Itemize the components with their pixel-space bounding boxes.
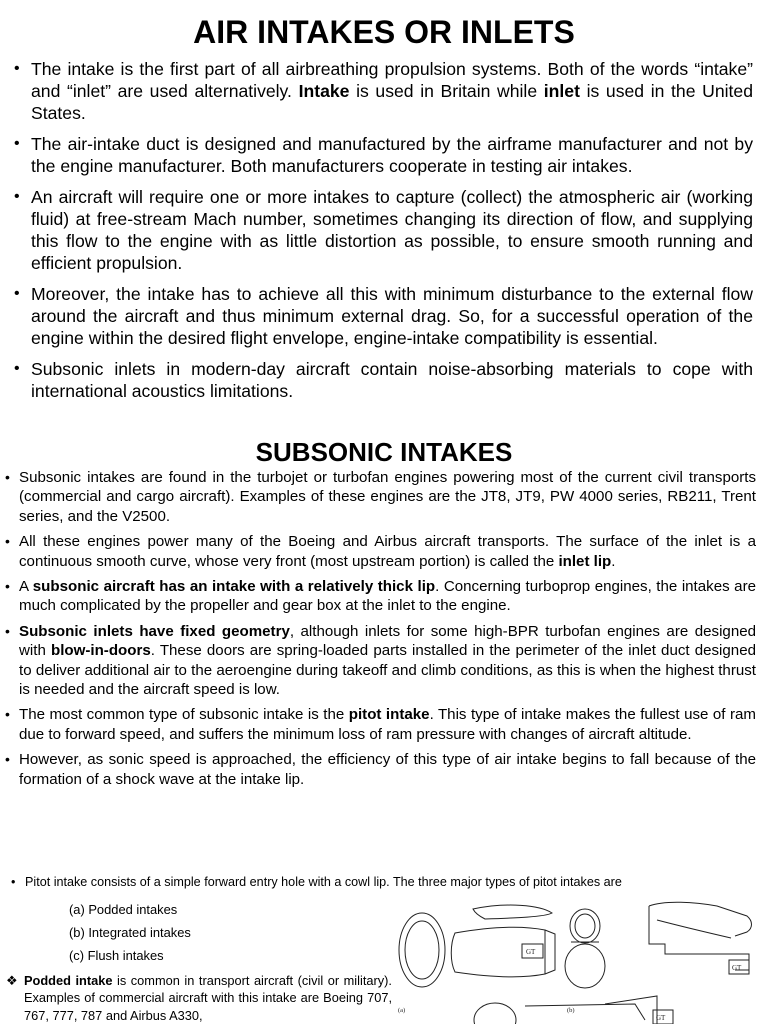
bullet-icon: • — [5, 622, 10, 639]
emphasis-text: Subsonic inlets have fixed geometry — [19, 622, 290, 640]
bullet-icon: • — [14, 285, 20, 302]
body-text: is common in transport aircraft (civil or military). Examples of commercial aircraft with this intake are Boeing 707, 767, 777, 787 and Airbus A330, — [24, 973, 392, 1023]
body-text: Moreover, the intake has to achieve all this with minimum disturbance to the external flow around the aircraft and thus minimum external drag. So, for a successful operation of the engine within the desired flight envelope, engine-intake compatibility is essential. — [31, 284, 753, 348]
list-item: (b) Integrated intakes — [69, 925, 191, 940]
emphasis-text: inlet lip — [558, 552, 612, 570]
list-item — [14, 133, 753, 177]
list-item — [5, 622, 757, 700]
list-item — [5, 577, 756, 616]
bullet-icon: • — [14, 188, 20, 205]
page-title: AIR INTAKES OR INLETS — [193, 14, 575, 50]
body-text: The intake is the first part of all airbreathing propulsion systems. Both of the words “intake” and “inlet” are used alternatively. — [31, 59, 753, 101]
body-text: . This type of intake makes the fullest use of ram due to forward speed, and suffers the minimum loss of ram pressure with changes of aircraft altitude. — [19, 706, 756, 743]
body-text: The air-intake duct is designed and manufactured by the airframe manufacturer and not by the engine manufacturer. Both manufacturers cooperate in testing air intakes. — [31, 134, 753, 176]
body-text: However, as sonic speed is approached, the efficiency of this type of air intake begins to fall because of the formation of a shock wave at the intake lip. — [19, 751, 756, 788]
pitot-intake-diagram — [395, 896, 760, 1024]
diamond-bullet-icon: ❖ — [6, 973, 18, 988]
podded-intake-figure — [398, 905, 555, 1014]
list-item — [5, 750, 756, 789]
podded-text — [24, 973, 392, 1023]
body-text: A — [19, 578, 33, 596]
intake-types-list — [69, 898, 191, 967]
bullet-icon: • — [5, 469, 10, 485]
figure-label-a: (a) — [398, 1007, 406, 1014]
body-text: . Concerning turboprop engines, the intakes are much complicated by the propeller and gear box at the inlet to the engine. — [19, 578, 756, 615]
engine-label: GT — [656, 1014, 666, 1022]
integrated-intake-figure — [565, 902, 752, 1014]
body-text: Subsonic inlets in modern-day aircraft contain noise-absorbing materials to cope with international acoustics limitations. — [31, 359, 753, 401]
list-item: (a) Podded intakes — [69, 902, 178, 917]
emphasis-text: inlet — [543, 81, 580, 101]
engine-label: GT — [732, 964, 742, 972]
list-item: (c) Flush intakes — [69, 948, 164, 963]
emphasis-text: Podded intake — [24, 973, 113, 988]
body-text: is used in the United States. — [31, 81, 753, 123]
bullet-icon: • — [5, 533, 10, 550]
slide-air-intakes — [0, 0, 768, 434]
list-item — [5, 532, 756, 571]
list-item — [5, 705, 756, 744]
podded-intake-paragraph — [6, 972, 392, 1024]
list-item — [14, 58, 753, 124]
engine-label: GT — [526, 948, 536, 956]
emphasis-text: Intake — [298, 81, 350, 101]
list-item — [14, 283, 753, 349]
bullet-icon: • — [14, 60, 20, 77]
body-text: , although inlets for some high-BPR turbofan engines are designed with — [19, 622, 757, 660]
emphasis-text: pitot intake — [348, 706, 430, 724]
bullet-list — [0, 468, 768, 789]
bullet-icon: • — [14, 360, 20, 377]
intro-paragraph — [11, 874, 622, 890]
list-item — [14, 186, 753, 274]
figure-label-b: (b) — [567, 1007, 575, 1014]
list-item — [5, 468, 756, 526]
body-text: . — [611, 552, 616, 570]
body-text: . These doors are spring-loaded parts installed in the perimeter of the inlet duct designed to deliver additional air to the aeroengine during takeoff and climb conditions, as this is when the highest thrust is needed and the aircraft speed is low. — [19, 642, 756, 699]
bullet-icon: • — [14, 135, 20, 152]
bullet-icon: • — [11, 875, 16, 889]
bullet-icon: • — [5, 706, 10, 723]
bullet-icon: • — [5, 751, 10, 768]
body-text: The most common type of subsonic intake is the — [19, 706, 349, 724]
slide-subsonic-intakes — [0, 434, 768, 868]
body-text: Subsonic intakes are found in the turbojet or turbofan engines powering most of the current civil transports (commercial and cargo aircraft). Examples of these engines are the JT8, JT9, PW 4000 series, RB211, Trent series, and the V2500. — [19, 469, 756, 525]
body-text: An aircraft will require one or more intakes to capture (collect) the atmospheric air (working fluid) at free-stream Mach number, sometimes changing its direction of flow, and supplying this flow to the engine with as little distortion as possible, to ensure smooth running and efficient propulsion. — [31, 187, 753, 273]
slide-pitot-intakes — [0, 868, 768, 1024]
list-item — [14, 358, 753, 402]
emphasis-text: blow-in-doors — [50, 642, 151, 660]
body-text: All these engines power many of the Boeing and Airbus aircraft transports. The surface of the inlet is a continuous smooth curve, whose very front (most upstream portion) is called the — [19, 533, 756, 570]
section-title: SUBSONIC INTAKES — [255, 437, 513, 467]
intro-text: Pitot intake consists of a simple forward entry hole with a cowl lip. The three major types of pitot intakes are — [25, 875, 622, 889]
emphasis-text: subsonic aircraft has an intake with a relatively thick lip — [32, 578, 436, 596]
bullet-icon: • — [5, 578, 10, 595]
body-text: is used in Britain while — [349, 81, 544, 101]
bullet-list — [0, 58, 768, 402]
